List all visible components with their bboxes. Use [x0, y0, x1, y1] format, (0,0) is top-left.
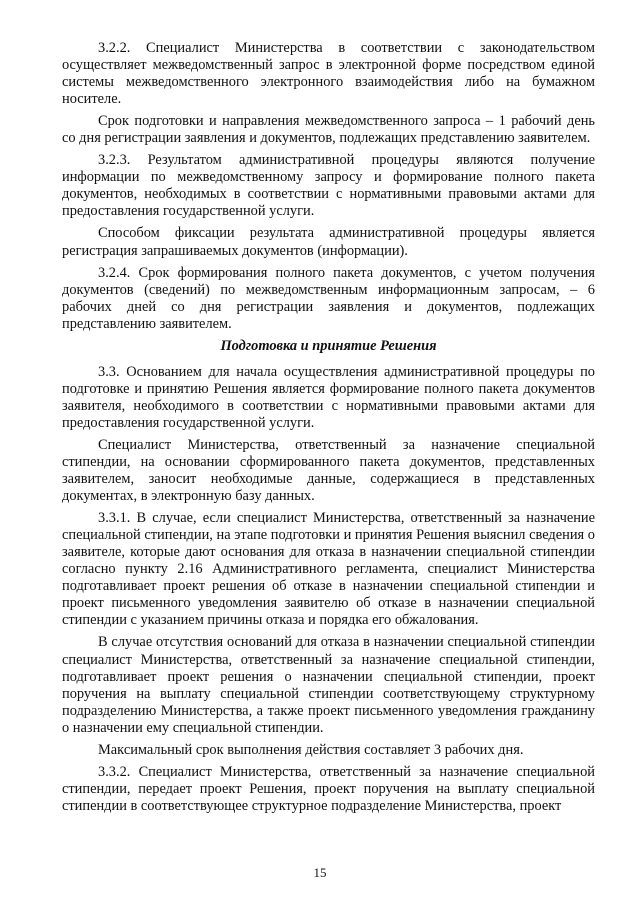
paragraph-3-2-3: 3.2.3. Результатом административной процедуры являются получение информации по межведомственному запросу и формирование полного пакета документов, необходимых в соответствии с нормативными правовыми актами для предоставления государственной услуги. — [62, 152, 595, 220]
paragraph-3-3-1: 3.3.1. В случае, если специалист Министерства, ответственный за назначение специальной стипендии, на этапе подготовки и принятия Решения выяснил сведения о заявителе, которые дают основания для отказа в назначении специальной стипендии согласно пункту 2.16 Административного регламента, специалист Министерства подготавливает проект решения об отказе в назначении специальной стипендии и проект письменного уведомления заявителю об отказе в назначении специальной стипендии с указанием причины отказа и порядка его обжалования. — [62, 510, 595, 629]
paragraph-specialist-data-entry: Специалист Министерства, ответственный за назначение специальной стипендии, на основании сформированного пакета документов, представленных заявителем, заносит необходимые данные, содержащиеся в представленных документах, в электронную базу данных. — [62, 436, 595, 505]
paragraph-3-2-4: 3.2.4. Срок формирования полного пакета документов, с учетом получения документов (сведений) по межведомственным информационным запросам, – 6 рабочих дней со дня регистрации заявления и документов, подлежащих представлению заявителем. — [62, 264, 595, 332]
paragraph-3-3: 3.3. Основанием для начала осуществления административной процедуры по подготовке и принятию Решения является формирование полного пакета документов заявителя, необходимого в соответствии с нормативными правовыми актами для предоставления государственной услуги. — [62, 363, 595, 431]
paragraph-no-grounds-refusal: В случае отсутствия оснований для отказа в назначении специальной стипендии специалист Министерства, ответственный за назначение специальной стипендии, подготавливает проект решения о назначении специальной стипендии, проект поручения на выплату специальной стипендии соответствующему структурному подразделению Министерства, а также проект письменного уведомления гражданину о назначении ему специальной стипендии. — [62, 634, 595, 736]
paragraph-request-deadline: Срок подготовки и направления межведомственного запроса – 1 рабочий день со дня регистрации заявления и документов, подлежащих представлению заявителем. — [62, 113, 595, 147]
paragraph-3-2-2: 3.2.2. Специалист Министерства в соответствии с законодательством осуществляет межведомственный запрос в электронной форме посредством единой системы межведомственного электронного взаимодействия либо на бумажном носителе. — [62, 40, 595, 108]
page-number: 15 — [313, 865, 327, 880]
paragraph-fixation-method: Способом фиксации результата административной процедуры является регистрация запрашиваемых документов (информации). — [62, 225, 595, 259]
section-heading: Подготовка и принятие Решения — [220, 337, 437, 354]
document-body — [62, 40, 595, 815]
paragraph-3-3-2: 3.3.2. Специалист Министерства, ответственный за назначение специальной стипендии, передает проект Решения, проект поручения на выплату специальной стипендии в соответствующее структурное подразделение Министерства, проект — [62, 763, 595, 814]
paragraph-max-duration: Максимальный срок выполнения действия составляет 3 рабочих дня. — [98, 741, 524, 758]
